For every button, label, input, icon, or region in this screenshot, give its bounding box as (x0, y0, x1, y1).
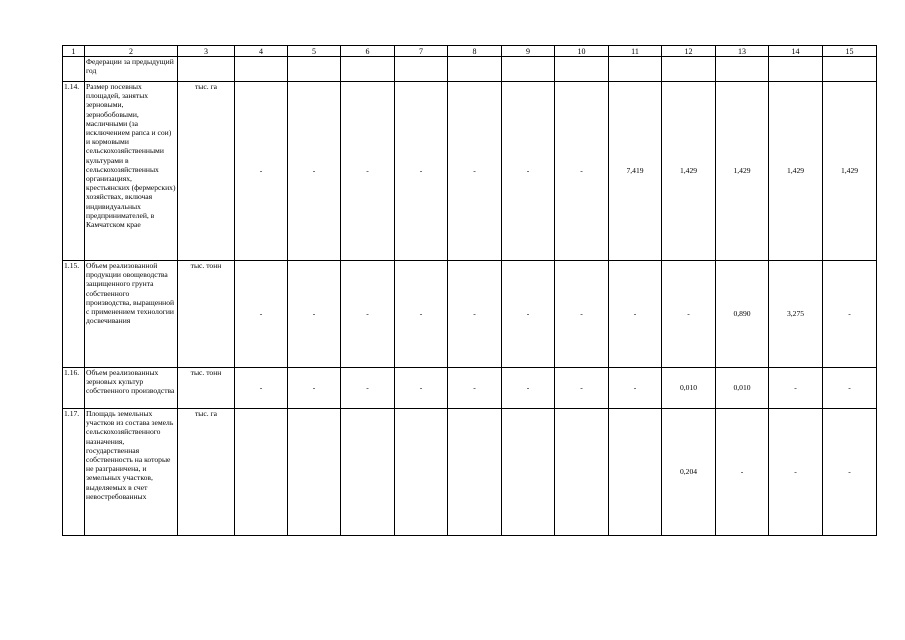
value-cell: 0,010 (716, 368, 769, 409)
unit-cell: тыс. га (178, 82, 235, 261)
value-cell: 1,429 (716, 82, 769, 261)
unit-cell: тыс. тонн (178, 368, 235, 409)
value-cell (823, 57, 877, 82)
value-cell: - (823, 368, 877, 409)
value-cell: - (288, 261, 341, 368)
header-cell: 7 (395, 46, 448, 57)
value-cell: - (341, 82, 395, 261)
header-cell: 1 (63, 46, 85, 57)
value-cell (555, 57, 609, 82)
header-cell: 13 (716, 46, 769, 57)
indicator-name: Размер посевных площадей, занятых зерновыми, зернобобовыми, масличными (за исключением рапса и сои) и кормовыми сельскохозяйственными культурами в сельскохозяйственных организациях, крестьянских (фермерских) хозяйствах, включая индивидуальных предпринимателей, в Камчатском крае (85, 82, 178, 261)
value-cell (288, 409, 341, 536)
value-cell: - (662, 261, 716, 368)
value-cell: 3,275 (769, 261, 823, 368)
header-cell: 15 (823, 46, 877, 57)
value-cell (555, 409, 609, 536)
value-cell: - (288, 368, 341, 409)
value-cell (395, 409, 448, 536)
unit-cell (178, 57, 235, 82)
header-cell: 9 (502, 46, 555, 57)
row-number: 1.17. (63, 409, 85, 536)
indicator-name: Объем реализованных зерновых культур собственного производства (85, 368, 178, 409)
value-cell (448, 57, 502, 82)
value-cell: 1,429 (769, 82, 823, 261)
value-cell: - (609, 261, 662, 368)
value-cell: 1,429 (823, 82, 877, 261)
value-cell (235, 409, 288, 536)
table-row (63, 57, 877, 82)
value-cell (716, 57, 769, 82)
value-cell: - (502, 368, 555, 409)
value-cell: 7,419 (609, 82, 662, 261)
header-cell: 2 (85, 46, 178, 57)
value-cell: 0,204 (662, 409, 716, 536)
value-cell (235, 57, 288, 82)
indicator-name: Площадь земельных участков из состава земель сельскохозяйственного назначения, государственная собственность на которые не разграничена, и земельных участков, выделяемых в счет невостребованных (85, 409, 178, 536)
value-cell (288, 57, 341, 82)
header-cell: 4 (235, 46, 288, 57)
table-row (63, 261, 877, 368)
value-cell: - (448, 261, 502, 368)
header-cell: 10 (555, 46, 609, 57)
table-row (63, 409, 877, 536)
value-cell (609, 409, 662, 536)
value-cell: - (235, 368, 288, 409)
indicator-name: Объем реализованной продукции овощеводства защищенного грунта собственного производства, выращенной с применением технологии досвечивания (85, 261, 178, 368)
value-cell: - (395, 368, 448, 409)
header-cell: 8 (448, 46, 502, 57)
header-cell: 6 (341, 46, 395, 57)
row-number (63, 57, 85, 82)
header-cell: 3 (178, 46, 235, 57)
value-cell: 0,010 (662, 368, 716, 409)
indicators-table (62, 45, 877, 536)
header-cell: 14 (769, 46, 823, 57)
value-cell (662, 57, 716, 82)
value-cell: - (555, 261, 609, 368)
table-row (63, 368, 877, 409)
header-row (63, 46, 877, 57)
indicator-name: Федерации за предыдущий год (85, 57, 178, 82)
value-cell: - (716, 409, 769, 536)
row-number: 1.15. (63, 261, 85, 368)
value-cell: - (288, 82, 341, 261)
value-cell: - (341, 368, 395, 409)
unit-cell: тыс. тонн (178, 261, 235, 368)
value-cell: - (769, 409, 823, 536)
value-cell: - (235, 261, 288, 368)
value-cell: - (555, 368, 609, 409)
value-cell (448, 409, 502, 536)
value-cell: - (395, 261, 448, 368)
value-cell (341, 57, 395, 82)
value-cell (502, 57, 555, 82)
header-cell: 12 (662, 46, 716, 57)
row-number: 1.14. (63, 82, 85, 261)
value-cell (395, 57, 448, 82)
value-cell: - (502, 261, 555, 368)
value-cell: - (823, 409, 877, 536)
table-row (63, 82, 877, 261)
value-cell: - (235, 82, 288, 261)
value-cell (502, 409, 555, 536)
header-cell: 11 (609, 46, 662, 57)
row-number: 1.16. (63, 368, 85, 409)
value-cell: - (609, 368, 662, 409)
value-cell (769, 57, 823, 82)
value-cell: - (341, 261, 395, 368)
value-cell: - (502, 82, 555, 261)
unit-cell: тыс. га (178, 409, 235, 536)
value-cell: - (823, 261, 877, 368)
value-cell: - (395, 82, 448, 261)
value-cell: - (555, 82, 609, 261)
value-cell: 1,429 (662, 82, 716, 261)
value-cell: - (448, 368, 502, 409)
value-cell: - (448, 82, 502, 261)
value-cell (341, 409, 395, 536)
header-cell: 5 (288, 46, 341, 57)
value-cell (609, 57, 662, 82)
value-cell: - (769, 368, 823, 409)
value-cell: 0,890 (716, 261, 769, 368)
